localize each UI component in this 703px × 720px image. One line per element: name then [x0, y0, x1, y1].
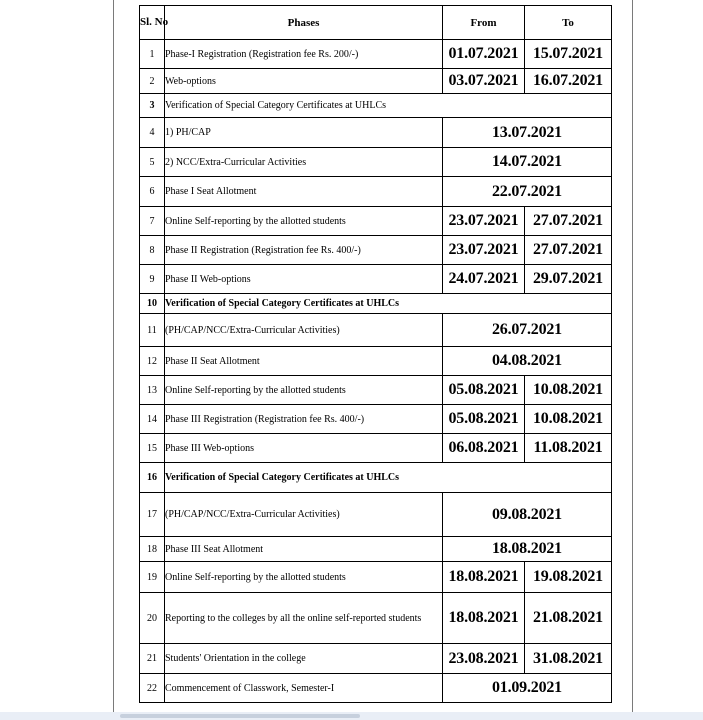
- table-row: [140, 265, 612, 294]
- table-row: [140, 347, 612, 376]
- from-date: 18.08.2021: [443, 593, 525, 644]
- row-number: 6: [140, 177, 165, 207]
- row-number: 8: [140, 236, 165, 265]
- phase-name: Online Self-reporting by the allotted students: [165, 207, 443, 236]
- table-row: [140, 405, 612, 434]
- single-date: 14.07.2021: [443, 148, 612, 177]
- table-row: [140, 537, 612, 562]
- phase-name: Phase I Seat Allotment: [165, 177, 443, 207]
- phase-name: (PH/CAP/NCC/Extra-Curricular Activities): [165, 314, 443, 347]
- phase-name: (PH/CAP/NCC/Extra-Curricular Activities): [165, 493, 443, 537]
- row-number: 5: [140, 148, 165, 177]
- schedule-table: [139, 5, 612, 703]
- row-number: 12: [140, 347, 165, 376]
- phase-name: Verification of Special Category Certificates at UHLCs: [165, 463, 612, 493]
- phase-name: Phase III Seat Allotment: [165, 537, 443, 562]
- phase-name: Reporting to the colleges by all the online self-reported students: [165, 593, 443, 644]
- row-number: 22: [140, 674, 165, 703]
- row-number: 18: [140, 537, 165, 562]
- row-number: 1: [140, 40, 165, 69]
- phase-name: Verification of Special Category Certificates at UHLCs: [165, 94, 612, 118]
- row-number: 14: [140, 405, 165, 434]
- single-date: 01.09.2021: [443, 674, 612, 703]
- single-date: 26.07.2021: [443, 314, 612, 347]
- table-row: [140, 376, 612, 405]
- row-number: 2: [140, 69, 165, 94]
- from-date: 23.08.2021: [443, 644, 525, 674]
- from-date: 23.07.2021: [443, 236, 525, 265]
- phase-name: Phase II Registration (Registration fee Rs. 400/-): [165, 236, 443, 265]
- table-row: [140, 314, 612, 347]
- from-date: 23.07.2021: [443, 207, 525, 236]
- to-date: 10.08.2021: [525, 376, 612, 405]
- phase-name: Online Self-reporting by the allotted students: [165, 562, 443, 593]
- from-date: 05.08.2021: [443, 376, 525, 405]
- from-date: 06.08.2021: [443, 434, 525, 463]
- to-date: 27.07.2021: [525, 207, 612, 236]
- from-date: 03.07.2021: [443, 69, 525, 94]
- table-row: [140, 674, 612, 703]
- table-row: [140, 118, 612, 148]
- single-date: 22.07.2021: [443, 177, 612, 207]
- row-number: 9: [140, 265, 165, 294]
- horizontal-scrollbar[interactable]: [0, 712, 703, 720]
- from-date: 24.07.2021: [443, 265, 525, 294]
- table-row: [140, 644, 612, 674]
- row-number: 13: [140, 376, 165, 405]
- phase-name: Online Self-reporting by the allotted students: [165, 376, 443, 405]
- row-number: 15: [140, 434, 165, 463]
- to-date: 10.08.2021: [525, 405, 612, 434]
- header-sl-no: Sl. No: [140, 6, 165, 40]
- from-date: 01.07.2021: [443, 40, 525, 69]
- phase-name: Web-options: [165, 69, 443, 94]
- table-row: [140, 434, 612, 463]
- phase-name: Phase III Registration (Registration fee Rs. 400/-): [165, 405, 443, 434]
- phase-name: 2) NCC/Extra-Curricular Activities: [165, 148, 443, 177]
- phase-name: Phase-I Registration (Registration fee Rs. 200/-): [165, 40, 443, 69]
- to-date: 16.07.2021: [525, 69, 612, 94]
- row-number: 7: [140, 207, 165, 236]
- phase-name: 1) PH/CAP: [165, 118, 443, 148]
- row-number: 19: [140, 562, 165, 593]
- phase-name: Commencement of Classwork, Semester-I: [165, 674, 443, 703]
- scrollbar-thumb[interactable]: [120, 714, 360, 718]
- table-row: [140, 562, 612, 593]
- table-row: [140, 69, 612, 94]
- row-number: 10: [140, 294, 165, 314]
- table-row: [140, 236, 612, 265]
- to-date: 27.07.2021: [525, 236, 612, 265]
- phase-name: Phase III Web-options: [165, 434, 443, 463]
- table-row: [140, 40, 612, 69]
- document-page: [113, 0, 633, 712]
- row-number: 16: [140, 463, 165, 493]
- table-row: [140, 177, 612, 207]
- header-from: From: [443, 6, 525, 40]
- single-date: 04.08.2021: [443, 347, 612, 376]
- table-row: [140, 593, 612, 644]
- phase-name: Students' Orientation in the college: [165, 644, 443, 674]
- phase-name: Phase II Seat Allotment: [165, 347, 443, 376]
- row-number: 4: [140, 118, 165, 148]
- row-number: 3: [140, 94, 165, 118]
- table-row: [140, 94, 612, 118]
- phase-name: Phase II Web-options: [165, 265, 443, 294]
- header-to: To: [525, 6, 612, 40]
- from-date: 05.08.2021: [443, 405, 525, 434]
- from-date: 18.08.2021: [443, 562, 525, 593]
- single-date: 13.07.2021: [443, 118, 612, 148]
- to-date: 21.08.2021: [525, 593, 612, 644]
- table-row: [140, 493, 612, 537]
- to-date: 19.08.2021: [525, 562, 612, 593]
- row-number: 17: [140, 493, 165, 537]
- table-row: [140, 207, 612, 236]
- to-date: 29.07.2021: [525, 265, 612, 294]
- to-date: 31.08.2021: [525, 644, 612, 674]
- to-date: 15.07.2021: [525, 40, 612, 69]
- row-number: 21: [140, 644, 165, 674]
- table-row: [140, 463, 612, 493]
- table-row: [140, 148, 612, 177]
- row-number: 11: [140, 314, 165, 347]
- phase-name: Verification of Special Category Certificates at UHLCs: [165, 294, 612, 314]
- header-row: [140, 6, 612, 40]
- single-date: 09.08.2021: [443, 493, 612, 537]
- row-number: 20: [140, 593, 165, 644]
- to-date: 11.08.2021: [525, 434, 612, 463]
- header-phases: Phases: [165, 6, 443, 40]
- table-row: [140, 294, 612, 314]
- single-date: 18.08.2021: [443, 537, 612, 562]
